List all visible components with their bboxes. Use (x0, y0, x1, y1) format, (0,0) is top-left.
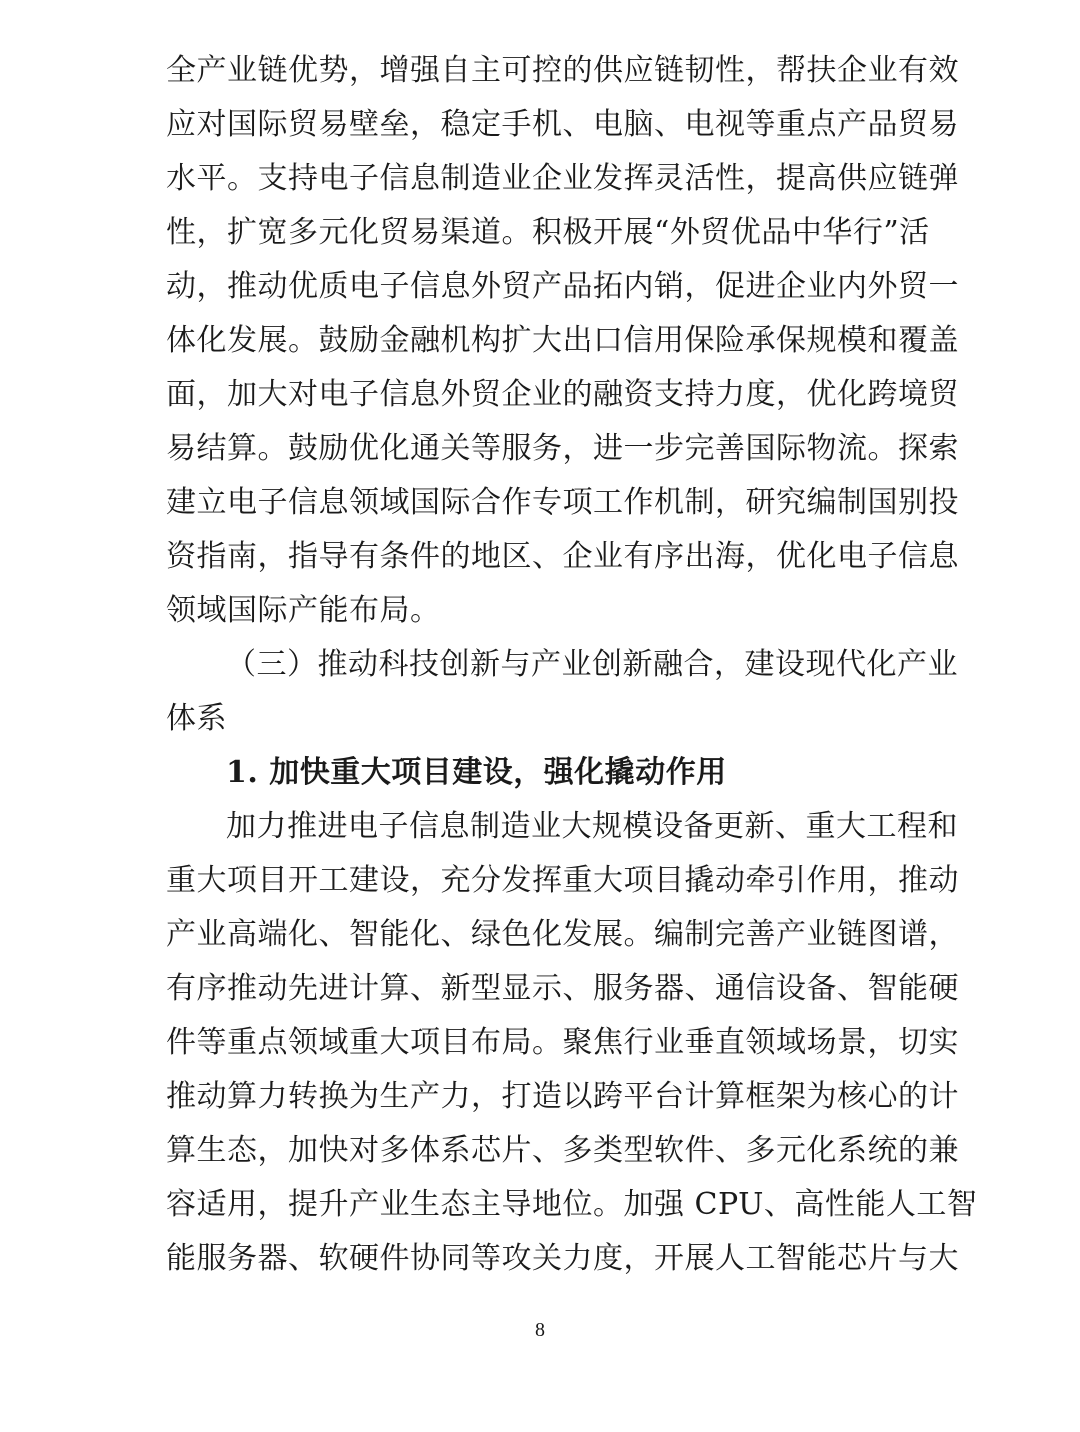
body-line-3: 水平。支持电子信息制造业企业发挥灵活性，提高供应链弹 (166, 161, 959, 196)
section-heading-line-2: 体系 (166, 701, 227, 736)
body-line-19: 容适用，提升产业生态主导地位。加强 CPU、高性能人工智 (166, 1187, 978, 1222)
page-number: 8 (535, 1319, 545, 1341)
body-line-8: 易结算。鼓励优化通关等服务，进一步完善国际物流。探索 (166, 431, 959, 466)
body-line-13: 重大项目开工建设，充分发挥重大项目撬动牵引作用，推动 (166, 863, 959, 898)
body-line-1: 全产业链优势，增强自主可控的供应链韧性，帮扶企业有效 (166, 53, 959, 88)
body-line-7: 面，加大对电子信息外贸企业的融资支持力度，优化跨境贸 (166, 377, 959, 412)
body-line-9: 建立电子信息领域国际合作专项工作机制，研究编制国别投 (166, 485, 959, 520)
body-line-11: 领域国际产能布局。 (166, 593, 441, 628)
body-line-2: 应对国际贸易壁垒，稳定手机、电脑、电视等重点产品贸易 (166, 107, 959, 142)
body-line-16: 件等重点领域重大项目布局。聚焦行业垂直领域场景，切实 (166, 1025, 959, 1060)
body-line-17: 推动算力转换为生产力，打造以跨平台计算框架为核心的计 (166, 1079, 959, 1114)
body-line-12: 加力推进电子信息制造业大规模设备更新、重大工程和 (226, 809, 958, 844)
subsection-heading: 1. 加快重大项目建设，强化撬动作用 (226, 755, 727, 790)
section-heading-line-1: （三）推动科技创新与产业创新融合，建设现代化产业 (226, 647, 958, 682)
body-line-15: 有序推动先进计算、新型显示、服务器、通信设备、智能硬 (166, 971, 959, 1006)
body-line-4: 性，扩宽多元化贸易渠道。积极开展“外贸优品中华行”活 (166, 215, 930, 250)
body-line-10: 资指南，指导有条件的地区、企业有序出海，优化电子信息 (166, 539, 959, 574)
body-line-6: 体化发展。鼓励金融机构扩大出口信用保险承保规模和覆盖 (166, 323, 959, 358)
body-line-20: 能服务器、软硬件协同等攻关力度，开展人工智能芯片与大 (166, 1241, 959, 1276)
body-line-18: 算生态，加快对多体系芯片、多类型软件、多元化系统的兼 (166, 1133, 959, 1168)
body-line-14: 产业高端化、智能化、绿色化发展。编制完善产业链图谱， (166, 917, 959, 952)
body-line-5: 动，推动优质电子信息外贸产品拓内销，促进企业内外贸一 (166, 269, 959, 304)
